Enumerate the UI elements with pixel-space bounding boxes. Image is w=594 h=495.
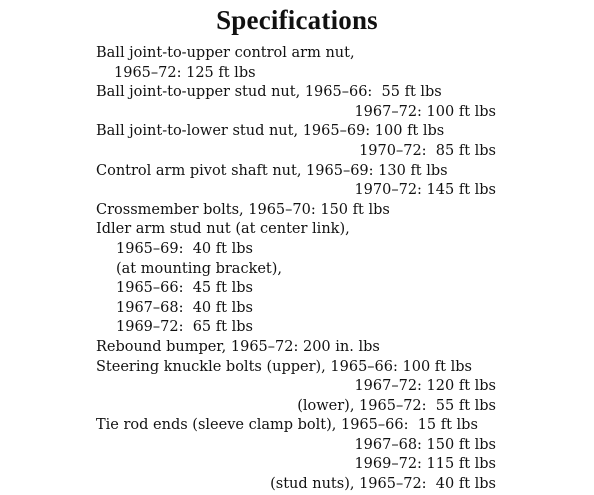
spec-line: Rebound bumper, 1965–72: 200 in. lbs	[96, 338, 380, 355]
spec-line: 1965–66: 45 ft lbs	[116, 280, 253, 297]
spec-line: Ball joint-to-lower stud nut, 1965–69: 100 ft lbs	[96, 123, 445, 140]
spec-line: 1967–72: 120 ft lbs	[354, 378, 496, 395]
spec-line: (at mounting bracket),	[116, 260, 283, 277]
spec-line: Steering knuckle bolts (upper), 1965–66: 100 ft lbs	[96, 358, 472, 375]
spec-line: Idler arm stud nut (at center link),	[96, 221, 350, 238]
spec-line: 1965–69: 40 ft lbs	[116, 240, 253, 257]
spec-line: 1970–72: 145 ft lbs	[354, 182, 496, 199]
spec-line: Ball joint-to-upper stud nut, 1965–66: 55 ft lbs	[96, 84, 442, 101]
spec-line: 1967–72: 100 ft lbs	[354, 103, 496, 120]
spec-line: 1965–72: 125 ft lbs	[114, 64, 256, 81]
spec-line: (lower), 1965–72: 55 ft lbs	[297, 397, 496, 414]
spec-line: Ball joint-to-upper control arm nut,	[96, 45, 355, 61]
spec-line: 1969–72: 115 ft lbs	[354, 456, 496, 473]
spec-line: 1969–72: 65 ft lbs	[116, 319, 253, 336]
spec-line: 1967–68: 40 ft lbs	[116, 299, 253, 316]
spec-line: 1970–72: 85 ft lbs	[359, 142, 496, 159]
spec-line: (stud nuts), 1965–72: 40 ft lbs	[270, 476, 496, 493]
spec-line: Tie rod ends (sleeve clamp bolt), 1965–66: 15 ft lbs	[96, 417, 478, 434]
spec-line: Control arm pivot shaft nut, 1965–69: 130 ft lbs	[96, 162, 448, 179]
specifications-list	[96, 44, 496, 495]
page-title: Specifications	[216, 5, 378, 35]
spec-line: 1967–68: 150 ft lbs	[354, 436, 496, 453]
spec-line: Crossmember bolts, 1965–70: 150 ft lbs	[96, 201, 390, 218]
